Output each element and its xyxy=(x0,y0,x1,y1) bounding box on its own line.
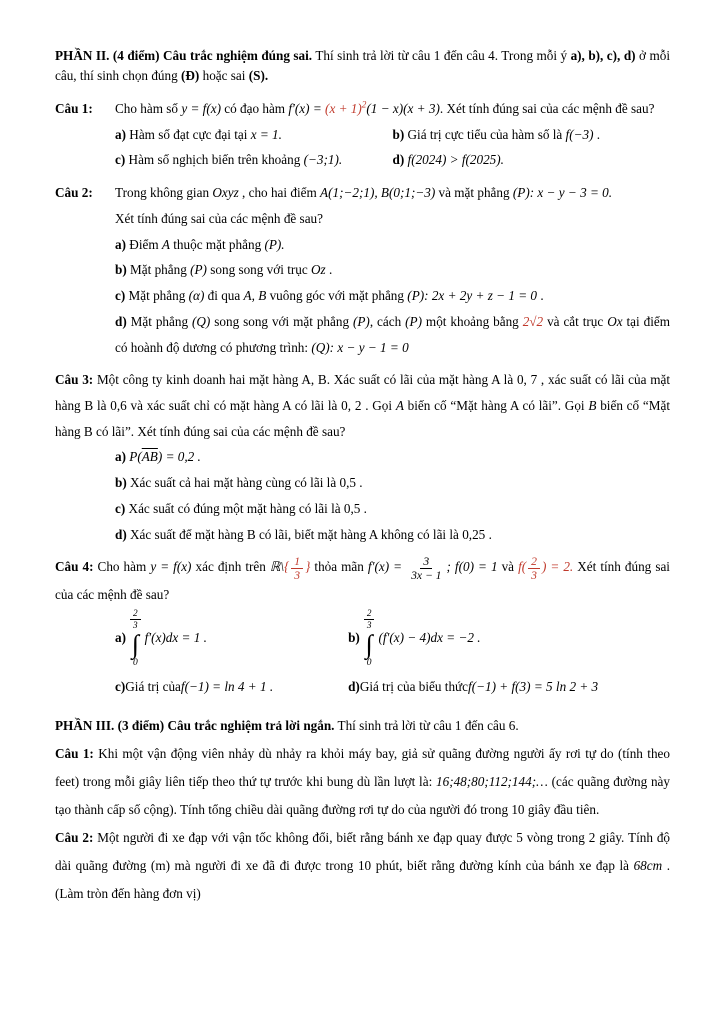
text-segment: xác định trên xyxy=(191,559,270,575)
text-segment: A(1;−2;1), B(0;1;−3) xyxy=(320,185,436,201)
text-segment: . xyxy=(593,126,601,142)
text-segment: a), b), c), d) xyxy=(570,48,636,63)
option-a xyxy=(115,444,670,470)
text-segment: (Đ) xyxy=(181,68,200,84)
text-segment: thuộc mặt phẳng xyxy=(169,236,265,252)
text-segment: Một người đi xe đạp với vận tốc không đổi, biết rằng bánh xe đạp quay được 5 vòng trong 2 giây. Tính độ dài quãng đường (m) mà người đi xe đã đi được trong 10 phút, biết rằng đường kính của bánh xe đạp là xyxy=(55,829,671,873)
text-segment: hoặc sai xyxy=(199,68,249,84)
text-segment: Xác suất để mặt hàng B có lãi, biết mặt hàng A không có lãi là 0,25 . xyxy=(126,526,492,542)
text-segment: và mặt phẳng xyxy=(435,185,513,201)
text-segment: 2√2 xyxy=(522,313,544,329)
part3-question-2 xyxy=(55,824,670,908)
option-a xyxy=(115,608,348,668)
text-segment: và cắt trục xyxy=(543,313,608,329)
option-b xyxy=(115,470,670,496)
text-segment: Thí sinh trả lời từ câu 1 đến câu 4. Trong mỗi ý xyxy=(312,48,571,63)
text-segment: Câu 2: xyxy=(55,829,94,845)
text-segment: Hàm số đạt cực đại tại xyxy=(126,126,251,142)
text-segment: d) xyxy=(115,313,127,329)
option-d xyxy=(348,674,670,700)
option-d xyxy=(393,147,671,173)
text-segment: b) xyxy=(348,630,360,646)
text-segment: Thí sinh trả lời từ câu 1 đến câu 6. xyxy=(334,717,519,733)
question-p2-1 xyxy=(55,96,670,173)
integral: $\frac{2}{3}$ ∫ 0 xyxy=(131,607,139,668)
text-segment: đi qua xyxy=(204,288,244,304)
text-segment: ) = 2. xyxy=(541,559,574,575)
fraction: $\frac{1}{3}$ xyxy=(291,555,303,583)
option-a xyxy=(115,122,393,148)
text-segment: . xyxy=(537,288,544,304)
text-segment: Oz xyxy=(311,262,326,278)
text-segment: (Q): x − y − 1 = 0 xyxy=(311,339,409,355)
text-segment: c) xyxy=(115,500,126,516)
question-1-body xyxy=(115,96,670,173)
text-segment: Một công ty kinh doanh hai mặt hàng A, B. Xác suất có lãi của mặt hàng A là 0, 7 , xác suất có lãi của mặt hàng B là 0,6 và xác suất chỉ có mặt hàng A có lãi là 0, 2 . Gọi xyxy=(55,372,671,413)
text-segment: ) = 0,2 . xyxy=(157,449,201,465)
text-segment: (P) xyxy=(352,313,370,329)
text-segment: x = 1. xyxy=(250,126,282,142)
text-segment: Giá trị cực tiểu của hàm số là xyxy=(404,126,566,142)
option-c xyxy=(115,674,348,700)
text-segment: d) xyxy=(392,152,405,168)
text-segment: (x + 1) xyxy=(325,100,362,116)
text-segment: , cho hai điểm xyxy=(238,185,321,201)
text-segment: y = f(x) xyxy=(150,559,192,575)
question-p2-3 xyxy=(55,367,670,547)
text-segment: . xyxy=(325,262,333,278)
text-segment: A xyxy=(395,397,404,413)
text-segment: (P) xyxy=(190,262,207,278)
text-segment: f′(x) = xyxy=(288,100,326,116)
question-2-label: Câu 2: xyxy=(55,185,93,201)
question-3-text xyxy=(55,367,670,444)
text-segment: thỏa mãn xyxy=(310,559,368,575)
text-segment: 2 xyxy=(361,99,367,110)
text-segment: Điểm xyxy=(126,236,162,252)
text-segment: ở mỗi câu, thí sinh chọn đúng xyxy=(55,48,670,84)
text-segment: (P). xyxy=(264,236,285,252)
option-b xyxy=(115,257,670,283)
question-1-options xyxy=(115,122,670,173)
text-segment: (P): 2x + 2y + z − 1 = 0 xyxy=(407,288,538,304)
text-segment: Hàm số nghịch biến trên khoảng xyxy=(125,152,304,168)
text-segment: và xyxy=(497,559,519,575)
question-1-text xyxy=(115,96,670,122)
text-segment: a) xyxy=(115,449,126,465)
text-segment: f( xyxy=(518,559,527,575)
text-segment: song song với trục xyxy=(206,262,311,278)
text-segment: biến cố “Mặt hàng B có lãi”. Xét tính đúng sai của các mệnh đề sau? xyxy=(55,397,671,439)
text-segment: (α) xyxy=(188,288,205,304)
text-segment: Câu 1: xyxy=(55,745,94,761)
text-segment: . (Làm tròn đến hàng đơn vị) xyxy=(55,857,671,901)
text-segment: Khi một vận động viên nhảy dù nhảy ra khỏi máy bay, giả sử quãng đường người ấy rơi tự do (tính theo feet) trong mỗi giây liên tiếp theo thứ tự trước khi bung dù lần lượt là: xyxy=(55,745,670,789)
text-segment: , cách xyxy=(369,313,406,329)
text-segment: f′(x)dx = 1 . xyxy=(144,630,207,646)
text-segment: (P): x − y − 3 = 0. xyxy=(512,185,613,201)
option-c xyxy=(115,496,670,522)
question-4-text xyxy=(55,554,670,608)
text-segment: c) xyxy=(115,679,126,695)
option-d xyxy=(115,522,670,548)
text-segment: (Q) xyxy=(192,313,211,329)
text-segment: Xét tính đúng sai của các mệnh đề sau? xyxy=(115,210,323,226)
option-c xyxy=(115,147,393,173)
text-segment: vuông góc với mặt phẳng xyxy=(266,288,408,304)
text-segment: a) xyxy=(115,236,126,252)
text-segment: f(2024) > f(2025). xyxy=(407,152,504,168)
text-segment: a) xyxy=(115,126,126,142)
text-segment: Giá trị của biểu thức xyxy=(359,679,469,695)
text-segment: ; f(0) = 1 xyxy=(446,559,498,575)
question-2-text xyxy=(115,180,670,206)
fraction: $\frac{2}{3}$ xyxy=(528,555,540,583)
option-a xyxy=(115,232,670,258)
question-1-label: Câu 1: xyxy=(55,100,93,116)
text-segment: Xác suất cả hai mặt hàng cùng có lãi là 0,5 . xyxy=(126,475,363,491)
text-segment: } xyxy=(305,559,311,575)
text-segment: c) xyxy=(115,288,126,304)
text-segment: b) xyxy=(115,475,127,491)
text-segment: b) xyxy=(115,262,127,278)
text-segment: a) xyxy=(115,630,126,646)
question-2-body xyxy=(115,180,670,360)
text-segment: f′(x) = xyxy=(367,559,407,575)
part3-question-1 xyxy=(55,740,670,824)
integral: $\frac{2}{3}$ ∫ 0 xyxy=(365,607,373,668)
part3-section xyxy=(55,712,670,908)
question-3-options xyxy=(115,444,670,547)
text-segment: f(−1) + f(3) = 5 ln 2 + 3 xyxy=(468,679,599,695)
option-c xyxy=(115,283,670,309)
part2-header xyxy=(55,46,670,87)
text-segment: Câu 3: xyxy=(55,372,94,388)
text-segment: P( xyxy=(129,449,142,465)
text-segment: Mặt phẳng xyxy=(125,288,189,304)
text-segment: ℝ\ xyxy=(269,559,284,575)
question-p2-4 xyxy=(55,554,670,699)
text-segment: Giá trị của xyxy=(125,679,181,695)
text-segment: biến cố “Mặt hàng A có lãi”. Gọi xyxy=(403,397,589,413)
fraction: $\frac{3}{3x - 1}$ xyxy=(411,554,442,582)
text-segment: Oxyz xyxy=(212,185,239,201)
text-segment: PHẦN II. (4 điểm) Câu trắc nghiệm đúng sai. xyxy=(55,48,313,63)
text-segment: song song với mặt phẳng xyxy=(210,313,353,329)
text-segment: Mặt phẳng xyxy=(126,262,191,278)
text-segment: B xyxy=(588,397,597,413)
text-segment: d) xyxy=(115,526,127,542)
text-segment: (các quãng đường này tạo thành cấp số cộng). Tính tổng chiều dài quãng đường rơi tự do của người đó trong 10 giây đầu tiên. xyxy=(55,773,670,817)
text-segment: Trong không gian xyxy=(115,185,213,201)
option-b xyxy=(393,122,671,148)
text-segment: Xác suất có đúng một mặt hàng có lãi là 0,5 . xyxy=(125,500,367,516)
text-segment: . Xét tính đúng sai của các mệnh đề sau? xyxy=(439,100,655,116)
question-2-note xyxy=(115,206,670,232)
text-segment: A xyxy=(161,236,170,252)
text-segment: 16;48;80;112;144;… xyxy=(436,773,548,789)
text-segment: f(−3) xyxy=(565,126,594,142)
text-segment: y = f(x) xyxy=(181,100,221,116)
text-segment: $\overline{AB}$ xyxy=(141,449,158,465)
text-segment: (f′(x) − 4)dx = −2 . xyxy=(378,630,481,646)
option-d xyxy=(115,309,670,360)
text-segment: Cho hàm xyxy=(93,559,151,575)
part3-header xyxy=(55,712,670,740)
text-segment: Ox xyxy=(607,313,623,329)
text-segment: có đạo hàm xyxy=(220,100,289,116)
text-segment: Cho hàm số xyxy=(115,100,182,116)
text-segment: A, B xyxy=(243,288,267,304)
question-p2-2 xyxy=(55,180,670,360)
text-segment: 68cm xyxy=(633,857,663,873)
text-segment: Xét tính đúng sai của các mệnh đề sau? xyxy=(55,559,670,603)
text-segment: d) xyxy=(348,679,360,695)
option-b xyxy=(348,608,670,668)
text-segment: (−3;1). xyxy=(303,152,343,168)
text-segment: { xyxy=(283,559,290,575)
text-segment: Câu 4: xyxy=(55,559,94,575)
text-segment: PHẦN III. (3 điểm) Câu trắc nghiệm trả lời ngắn. xyxy=(55,717,335,733)
text-segment: (P) xyxy=(405,313,422,329)
text-segment: c) xyxy=(115,152,126,168)
text-segment: (1 − x)(x + 3) xyxy=(366,100,440,116)
text-segment: b) xyxy=(392,126,405,142)
text-segment: tại điểm có hoành độ dương có phương trình: xyxy=(115,313,670,355)
text-segment: f(−1) = ln 4 + 1 . xyxy=(180,679,274,695)
text-segment: Mặt phẳng xyxy=(126,313,193,329)
question-4-options xyxy=(115,608,670,700)
text-segment: một khoảng bằng xyxy=(422,313,523,329)
text-segment: (S). xyxy=(248,68,269,84)
